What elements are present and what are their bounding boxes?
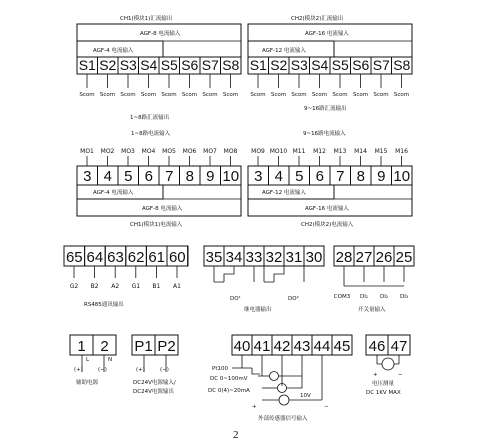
mid-module-2-terminal-label: 6 [315,168,324,185]
top-module-1-terminal-label: S2 [99,57,117,73]
scom-label: Scom [140,92,157,98]
mid-module-2-terminal-label: 10 [393,168,411,185]
relay-terminal-label: 34 [225,249,243,266]
top-module-2 [248,14,412,112]
sensor-terminal-label: 41 [253,338,271,355]
scom-label: Scom [99,92,116,98]
pin-label: MO1 [80,148,94,155]
power-caption: 辅助电源 [76,380,99,386]
mid-module-2-caption: CH2(模块2)电流输入 [301,222,354,228]
voltage-plus-sign: + [373,372,378,378]
mid-module-2-terminal-label: 7 [336,168,345,185]
pin-label: M14 [354,148,367,155]
mid-module-1-terminal-label: 5 [124,168,133,185]
top-module-2-terminal-label: S8 [393,57,411,73]
relay-block [204,246,324,313]
mid-module-2-agf16-label: AGF-16 电流输入 [305,206,349,212]
power-terminal-label: 2 [100,338,109,355]
top-module-2-caption: 9~16路汇流输出 [304,106,347,112]
rs485-terminal-label: 62 [127,249,145,266]
top-module-2-terminal-label: S1 [249,57,267,73]
relay-terminal-label: 30 [305,249,323,266]
dc24-caption1: DC24V电源输入/ [133,380,176,386]
voltage-block [366,335,410,396]
dc24-caption2: DC24V电源输出 [133,389,174,395]
sensor-line3: 10V [300,393,311,399]
top-module-1-terminal-label: S8 [222,57,240,73]
power-sym-minus: (−) [98,367,107,373]
rs485-pin-label: G1 [131,283,141,290]
scom-label: Scom [352,92,369,98]
rs485-terminal-label: 63 [107,249,124,266]
top-module-1-terminal-label: S5 [160,57,178,73]
sensor-terminal-label: 44 [313,338,331,355]
dc24-terminal-label: P2 [157,338,176,355]
voltmeter-icon [382,358,394,370]
switch-block [334,246,414,313]
top-module-1-terminal-label: S7 [201,57,219,73]
relay-do1: DO¹ [230,296,241,302]
scom-label: Scom [202,92,218,98]
switch-pin-label: DI₃ [399,294,409,300]
power-pol-n: N [108,357,113,363]
scom-label: Scom [250,92,266,98]
top-module-2-terminal-label: S7 [372,57,390,73]
top-module-1-terminal-label: S4 [140,57,158,73]
pin-label: MO4 [141,148,156,155]
scom-label: Scom [181,92,198,98]
top-module-2-terminal-label: S3 [290,57,308,73]
mid-module-1-heading: 1~8路电流输入 [131,131,171,137]
mid-module-1-terminal-label: 9 [206,168,215,185]
voltage-terminal-label: 46 [368,338,386,355]
dc24-terminal-label: P1 [134,338,153,355]
relay-do2: DO² [288,296,299,302]
voltage-caption1: 电压测量 [372,381,395,387]
pin-label: MO9 [251,148,265,155]
sensor-block [208,335,352,422]
rs485-caption: RS485通讯输出 [84,302,124,308]
pin-label: M15 [374,148,388,155]
top-module-1-agf8-label: AGF-8 电流输入 [140,31,181,37]
top-module-2-terminal-label: S4 [311,57,329,73]
top-module-2-agf16-label: AGF-16 电流输入 [305,31,349,37]
rs485-terminal-label: 61 [148,249,166,266]
scom-label: Scom [270,92,287,98]
sensor-terminal-label: 42 [273,338,291,355]
mid-module-1-terminal-label: 6 [144,168,153,185]
voltage-caption2: DC 1KV MAX [366,390,401,396]
rs485-pin-label: A1 [173,283,181,290]
dc24-sym-plus: (+) [136,367,145,373]
switch-pin-label: COM3 [333,294,351,300]
sensor-terminal-label: 45 [333,338,351,355]
switch-pin-label: DI₂ [379,294,389,300]
pin-label: M13 [333,148,347,155]
scom-label: Scom [393,92,410,98]
top-module-2-title: CH2(模块2)汇流输出 [291,16,344,22]
switch-caption: 开关量输入 [358,307,386,313]
scom-label: Scom [373,92,389,98]
voltage-source-icon [279,395,289,405]
power-block [70,335,116,386]
top-module-1 [77,14,241,121]
pin-label: MO3 [121,148,135,155]
switch-terminal-label: 25 [395,249,413,266]
sensor-plus-sign: + [252,404,257,410]
mid-module-1-terminal-label: 8 [185,168,194,185]
sensor-line2: DC 0(4)~20mA [208,388,250,394]
mid-module-1-agf4-label: AGF-4 电流输入 [93,190,134,196]
dc24-block [132,335,178,395]
mid-module-2-agf12-label: AGF-12 电流输入 [262,190,306,196]
mid-module-1-terminal-label: 4 [103,168,112,185]
dc24-sym-minus: (−) [160,367,169,373]
relay-terminal-label: 33 [245,249,263,266]
switch-terminal-label: 28 [335,249,353,266]
sensor-terminal-label: 40 [233,338,251,355]
pin-label: MO2 [100,148,115,155]
top-module-2-terminal-label: S6 [352,57,370,73]
power-sym-plus: (+) [74,367,83,373]
pin-label: M16 [395,148,408,155]
top-module-2-terminal-label: S2 [270,57,288,73]
voltage-minus-sign: − [398,372,403,378]
rs485-pin-label: B1 [152,283,161,290]
mid-module-2 [248,129,412,228]
rs485-terminal-label: 60 [168,249,186,266]
top-module-2-agf12-label: AGF-12 电流输入 [262,48,306,54]
pin-label: MO8 [223,148,238,155]
voltage-terminal-label: 47 [390,338,408,355]
scom-label: Scom [79,92,95,98]
sensor-line1: DC 0~100mV [210,376,248,382]
pin-label: MO10 [269,148,288,155]
pin-label: MO5 [162,148,176,155]
switch-terminal-label: 26 [375,249,393,266]
pin-label: M11 [292,148,306,155]
switch-terminal-label: 27 [355,249,373,266]
mid-module-2-terminal-label: 9 [377,168,386,185]
scom-label: Scom [332,92,348,98]
mid-module-2-terminal-label: 3 [254,168,263,185]
mid-module-2-terminal-label: 8 [356,168,365,185]
mid-module-2-terminal-label: 5 [295,168,304,185]
sensor-minus-sign: − [324,404,329,410]
relay-terminal-label: 35 [205,249,223,266]
mid-module-1-caption: CH1(模块1)电流输入 [130,222,183,228]
top-module-1-title: CH1(模块1)汇流输出 [120,16,173,22]
pin-label: M12 [313,148,326,155]
rs485-pin-label: A2 [111,283,120,290]
top-module-1-terminal-label: S3 [119,57,137,73]
pin-label: MO6 [182,148,197,155]
relay-caption: 继电器输出 [244,307,272,313]
relay-terminal-label: 31 [285,249,303,266]
scom-label: Scom [291,92,307,98]
mid-module-1 [77,129,241,228]
top-module-1-terminal-label: S6 [181,57,199,73]
mid-module-1-agf8-label: AGF-8 电流输入 [142,206,183,212]
top-module-1-agf4-label: AGF-4 电流输入 [93,48,134,54]
rs485-pin-label: B2 [90,283,99,290]
power-terminal-label: 1 [77,338,86,355]
switch-pin-label: DI₁ [359,294,369,300]
mid-module-1-terminal-label: 7 [165,168,174,185]
rs485-pin-label: G2 [69,283,79,290]
sensor-caption: 外部传感器信号输入 [258,416,308,422]
mid-module-2-heading: 9~16路电流输入 [303,131,346,137]
power-pol-l: L [86,357,90,363]
relay-terminal-label: 32 [265,249,283,266]
mid-module-1-terminal-label: 10 [222,168,240,185]
sensor-pt100: Pt100 [212,366,228,372]
page-number: 2 [233,429,239,441]
rs485-block [64,246,188,308]
sensor-terminal-label: 43 [293,338,311,355]
rs485-terminal-label: 64 [86,249,104,266]
scom-label: Scom [161,92,177,98]
scom-label: Scom [120,92,136,98]
scom-label: Scom [222,92,239,98]
top-module-1-caption: 1~8路汇流输出 [130,115,170,121]
mid-module-2-terminal-label: 4 [274,168,283,185]
top-module-2-terminal-label: S5 [331,57,349,73]
scom-label: Scom [311,92,328,98]
rs485-terminal-label: 65 [65,249,83,266]
top-module-1-terminal-label: S1 [78,57,96,73]
mid-module-1-terminal-label: 3 [83,168,92,185]
mv-meter-icon [270,372,279,381]
pin-label: MO7 [203,148,217,155]
